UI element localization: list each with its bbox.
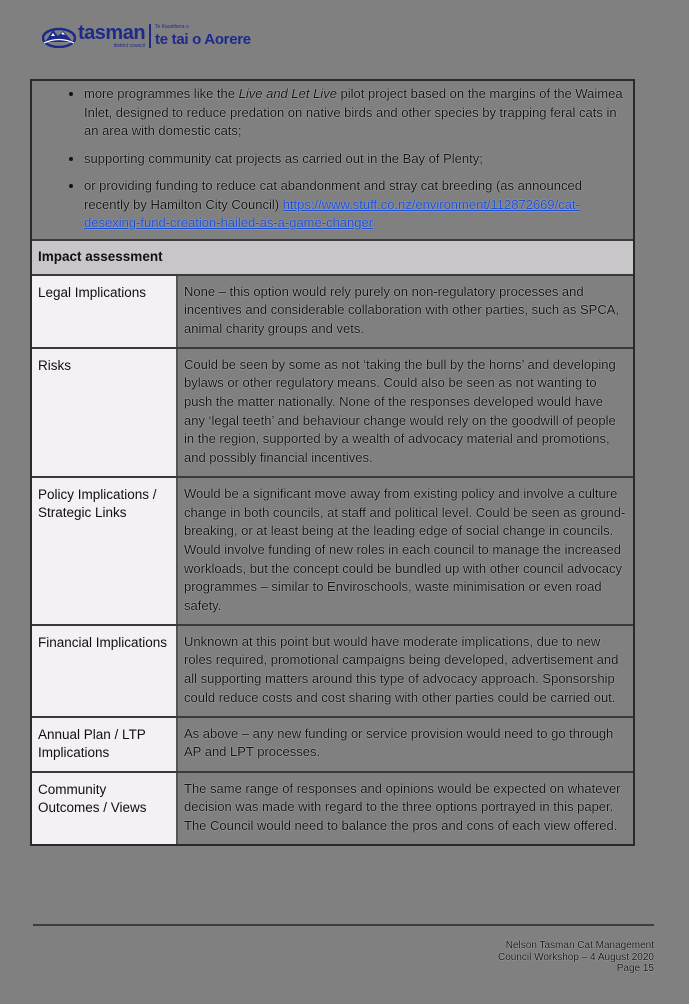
list-item xyxy=(84,150,625,169)
table-row xyxy=(32,773,633,844)
footer-meeting: Council Workshop – 4 August 2020 xyxy=(497,951,654,963)
impact-assessment-heading: Impact assessment xyxy=(32,241,633,276)
footer-document-title: Nelson Tasman Cat Management xyxy=(505,940,654,951)
row-label: Policy Implications / Strategic Links xyxy=(32,478,178,624)
table-row xyxy=(32,478,633,626)
logo-divider xyxy=(149,24,151,48)
table-row xyxy=(32,718,633,773)
row-value: Unknown at this point but would have moderate implications, due to new roles required, promotional campaigns being developed, advertisement and all supporting matters around this type of advocacy approach. Sponsorship could reduce costs and cost sharing with other parties could be carried out. xyxy=(178,626,633,716)
row-value: None – this option would rely purely on non-regulatory processes and incentives and considerable collaboration with other parties, such as SPCA, animal charity groups and vets. xyxy=(178,276,633,347)
row-label: Risks xyxy=(32,349,178,476)
list-item xyxy=(84,85,625,141)
logo-brand: tasman xyxy=(78,22,146,44)
page-number: Page 15 xyxy=(616,963,654,974)
row-label: Financial Implications xyxy=(32,626,178,716)
bullet-text: or providing funding to reduce cat abandonment and stray cat breeding (as announced recently by Hamilton City Council) xyxy=(84,178,582,212)
options-bullets-cell xyxy=(32,81,633,241)
logo-subtitle: district council xyxy=(113,43,146,49)
bullet-text: supporting community cat projects as carried out in the Bay of Plenty; xyxy=(84,150,483,166)
options-list xyxy=(56,85,625,233)
stuff-article-link[interactable]: https://www.stuff.co.nz/environment/112872669/cat-desexing-fund-creation-hailed-as-a-game-changer xyxy=(84,196,580,230)
council-logo xyxy=(42,20,251,52)
logo-maori-small: Te Kaunihera o xyxy=(155,24,189,30)
row-label: Legal Implications xyxy=(32,276,178,347)
row-value: Could be seen by some as not ‘taking the bull by the horns’ and developing bylaws or other regulatory means. Could also be seen as not wanting to push the matter nationally. None of the responses developed would have any ‘legal teeth’ and behaviour change would rely on the goodwill of people in the region, supported by a wealth of advocacy material and promotions, and possibly financial incentives. xyxy=(178,349,633,476)
list-item xyxy=(84,177,625,233)
row-value: The same range of responses and opinions would be expected on whatever decision was made with regard to the three options portrayed in this paper. The Council would need to balance the pros and cons of each view offered. xyxy=(178,773,633,844)
logo-maori-name: te tai o Aorere xyxy=(155,31,251,48)
options-table xyxy=(30,79,635,846)
row-label: Annual Plan / LTP Implications xyxy=(32,718,178,771)
page-footer xyxy=(498,940,654,975)
table-row xyxy=(32,349,633,478)
row-value: As above – any new funding or service provision would need to go through AP and LPT processes. xyxy=(178,718,633,771)
bullet-text: more programmes like the xyxy=(84,86,239,101)
bullet-text: pilot project based on the margins of the Waimea Inlet, designed to reduce predation on native birds and other species by trapping feral cats in an area with domestic cats; xyxy=(84,86,623,138)
programme-name: Live and Let Live xyxy=(238,86,337,101)
row-value: Would be a significant move away from existing policy and involve a culture change in both councils, at staff and political level. Could be seen as ground-breaking, or at least being at the leading edge of social change in councils. Would involve funding of new roles in each council to manage the increased workloads, but the concept could be bundled up with other council advocacy programmes – similar to Enviroschools, waste minimisation or even road safety. xyxy=(178,478,633,624)
row-label: Community Outcomes / Views xyxy=(32,773,178,844)
footer-divider xyxy=(33,924,654,926)
mountain-logo-icon xyxy=(42,24,76,48)
table-row xyxy=(32,626,633,718)
table-row xyxy=(32,276,633,349)
